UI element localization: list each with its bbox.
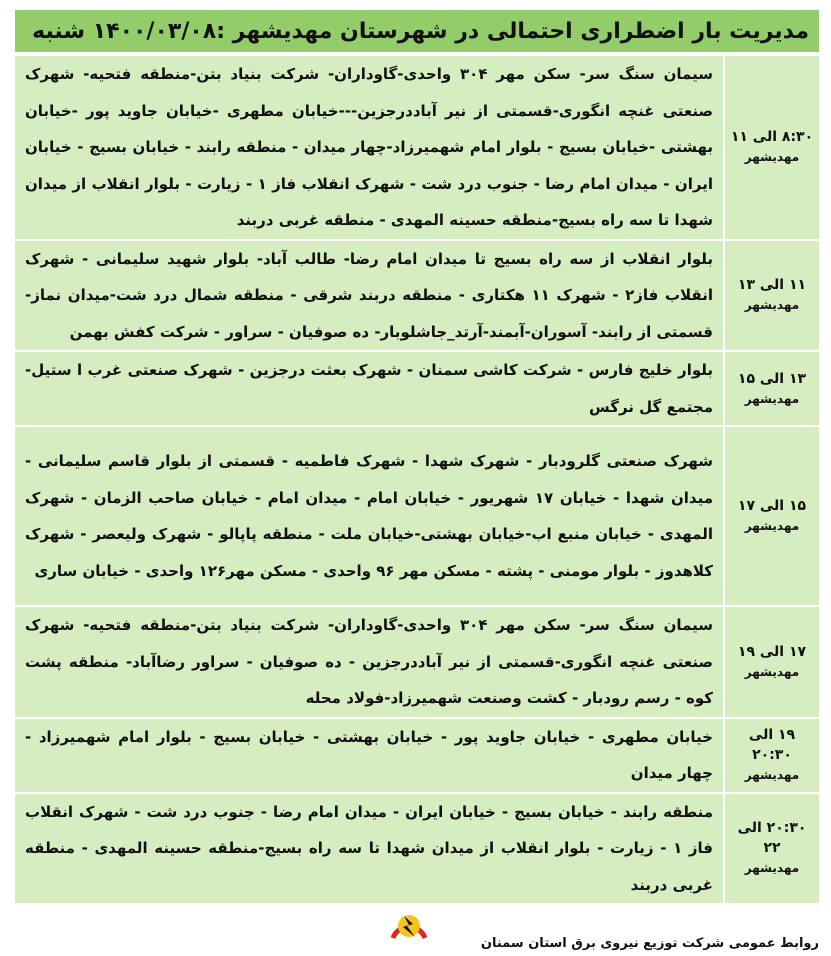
power-company-logo-icon (387, 904, 431, 942)
table-row (14, 718, 820, 793)
areas-cell: سیمان سنگ سر- سکن مهر ۳۰۴ واحدی-گاوداران- شرکت بنیاد بتن-منطقه فتحیه- شهرک صنعتی غنچه انگوری-قسمتی از نیر آباددرجزین - ده صوفیان - سراور رضاآباد- منطقه پشت کوه - رسم رودبار - کشت وصنعت شهمیرزاد-فولاد محله (14, 606, 724, 718)
time-range: ۱۵ الی ۱۷ (737, 498, 807, 514)
footer (0, 900, 831, 956)
areas-cell: بلوار انقلاب از سه راه بسیج تا میدان امام رضا- طالب آباد- بلوار شهید سلیمانی - شهرک انقلاب فاز۲ - شهرک ۱۱ هکتاری - منطقه دربند شرقی - منطقه شمال درد شت-میدان نماز-قسمتی از رابند- آسوران-آبمند-آرتد_جاشلوبار- ده صوفیان - سراور - شرکت کفش بهمن (14, 240, 724, 352)
time-cell (724, 55, 820, 240)
time-range: ۱۳ الی ۱۵ (737, 370, 807, 387)
city-name: مهدیشهر (744, 861, 800, 876)
time-range: ۱۷ الی ۱۹ (737, 643, 807, 660)
footer-org-name: روابط عمومی شرکت توزیع نیروی برق استان سمنان (480, 936, 819, 951)
areas-cell: منطقه رابند - خیابان بسیج - خیابان ایران - میدان امام رضا - جنوب درد شت - شهرک انقلاب فاز ۱ - زیارت - بلوار انقلاب از میدان شهدا تا سه راه بسیج-منطقه حسینه المهدی - منطقه غربی دربند (14, 793, 724, 905)
time-cell (724, 606, 820, 718)
city-name: مهدیشهر (744, 391, 800, 406)
table-row (14, 793, 820, 905)
table-row (14, 351, 820, 426)
areas-cell: بلوار خلیج فارس - شرکت کاشی سمنان - شهرک بعثت درجزین - شهرک صنعتی غرب ا ستیل-مجتمع گل نرگس (14, 351, 724, 426)
city-name: مهدیشهر (744, 150, 800, 165)
time-cell (724, 351, 820, 426)
time-range: ۱۱ الی ۱۳ (737, 277, 807, 294)
table-row (14, 606, 820, 718)
time-cell (724, 426, 820, 606)
areas-cell: خیابان مطهری - خیابان جاوید پور - خیابان بهشتی - خیابان بسیج - بلوار امام شهمیرزاد - چهار میدان (14, 718, 724, 793)
table-row (14, 55, 820, 240)
areas-cell: سیمان سنگ سر- سکن مهر ۳۰۴ واحدی-گاوداران- شرکت بنیاد بتن-منطقه فتحیه- شهرک صنعتی غنچه انگوری-قسمتی از نیر آباددرجزین---خیابان مطهری -خیابان جاوید پور -خیابان بهشتی -خیابان بسیج - بلوار امام شهمیرزاد-چهار میدان - منطقه رابند - خیابان بسیج - خیابان ایران - میدان امام رضا - جنوب درد شت - شهرک انقلاب فاز ۱ - زیارت - بلوار انقلاب از میدان شهدا تا سه راه بسیج-منطقه حسینه المهدی - منطقه غربی دربند (14, 55, 724, 240)
time-cell (724, 718, 820, 793)
time-range: ۱۹ الی ۲۰:۳۰ (748, 727, 796, 763)
page-title: مدیریت بار اضطراری احتمالی در شهرستان مهدیشهر :۱۴۰۰/۰۳/۰۸ شنبه (13, 8, 821, 54)
schedule-sheet (13, 8, 821, 905)
table-row (14, 426, 820, 606)
city-name: مهدیشهر (744, 519, 800, 533)
time-range: ۸:۳۰ الی ۱۱ (730, 129, 814, 146)
city-name: مهدیشهر (744, 298, 800, 313)
time-cell (724, 793, 820, 905)
city-name: مهدیشهر (744, 768, 800, 782)
time-range: ۲۰:۳۰ الی ۲۲ (737, 820, 807, 857)
time-cell (724, 240, 820, 352)
table-row (14, 240, 820, 352)
city-name: مهدیشهر (744, 664, 800, 679)
areas-cell: شهرک صنعتی گلرودبار - شهرک شهدا - شهرک فاطمیه - قسمتی از بلوار قاسم سلیمانی - میدان شهدا - خیابان ۱۷ شهریور - خیابان امام - میدان امام - خیابان صاحب الزمان - شهرک المهدی - خیابان منبع اب-خیابان بهشتی-خیابان ملت - منطقه پاپالو - شهرک ولیعصر - شهرک کلاهدوز - بلوار مومنی - پشته - مسکن مهر ۹۶ واحدی - مسکن مهر۱۲۶ واحدی - خیابان ساری (14, 426, 724, 606)
schedule-table (13, 54, 821, 905)
